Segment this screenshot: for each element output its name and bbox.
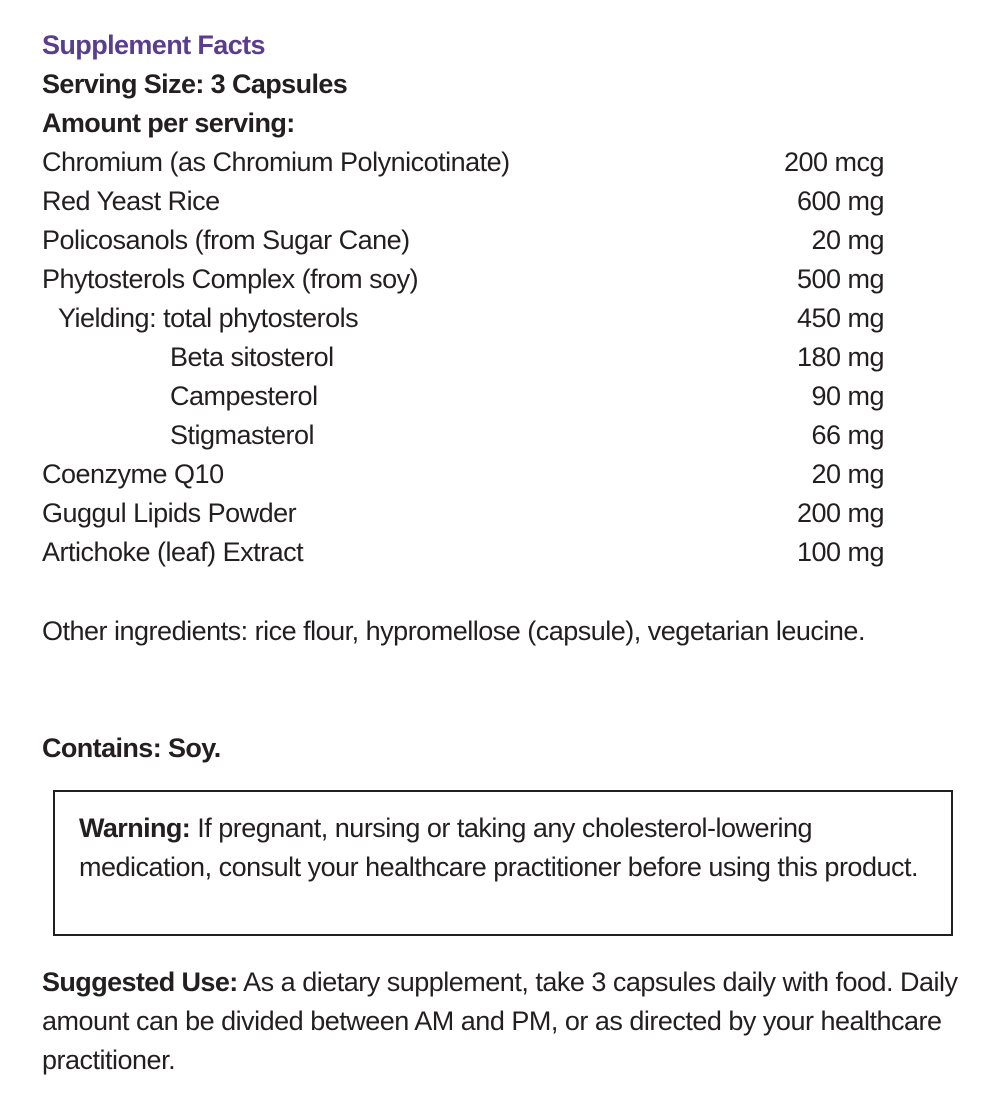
other-ingredients: Other ingredients: rice flour, hypromellose (capsule), vegetarian leucine.: [42, 616, 865, 646]
ingredient-row: [42, 338, 962, 377]
ingredient-name: Red Yeast Rice: [42, 186, 220, 216]
ingredient-amount: 500 mg: [796, 264, 884, 294]
ingredient-name: Policosanols (from Sugar Cane): [42, 225, 410, 255]
warning-box: [53, 790, 953, 936]
ingredient-row: [42, 416, 962, 455]
ingredient-amount: 20 mg: [811, 459, 884, 489]
ingredient-name: Coenzyme Q10: [42, 459, 224, 489]
ingredient-name: Artichoke (leaf) Extract: [42, 537, 304, 567]
ingredient-name: Stigmasterol: [170, 420, 315, 450]
ingredient-row: [42, 533, 962, 572]
ingredient-name: Beta sitosterol: [170, 342, 334, 372]
serving-size: Serving Size: 3 Capsules: [42, 69, 348, 99]
supplement-facts-panel: [42, 26, 962, 572]
ingredient-row: [42, 299, 962, 338]
ingredient-name: Yielding: total phytosterols: [58, 303, 359, 333]
ingredient-row: [42, 221, 962, 260]
ingredient-row: [42, 455, 962, 494]
ingredient-row: [42, 260, 962, 299]
ingredient-amount: 200 mg: [796, 498, 884, 528]
ingredient-amount: 66 mg: [811, 420, 884, 450]
ingredient-amount: 450 mg: [796, 303, 884, 333]
ingredient-row: [42, 182, 962, 221]
warning-label: Warning:: [79, 813, 191, 843]
warning-text: [79, 809, 939, 887]
ingredient-amount: 180 mg: [796, 342, 884, 372]
ingredient-row: [42, 143, 962, 182]
suggested-use-label: Suggested Use:: [42, 967, 238, 997]
ingredient-name: Chromium (as Chromium Polynicotinate): [42, 147, 510, 177]
ingredient-amount: 100 mg: [796, 537, 884, 567]
suggested-use: [42, 963, 962, 1080]
amount-per-serving-heading: Amount per serving:: [42, 108, 295, 138]
ingredient-amount: 90 mg: [811, 381, 884, 411]
ingredient-name: Guggul Lipids Powder: [42, 498, 297, 528]
allergen-statement: Contains: Soy.: [42, 733, 221, 763]
suggested-use-body: As a dietary supplement, take 3 capsules daily with food. Daily amount can be divided between AM and PM, or as directed by your healthcare practitioner.: [42, 967, 958, 1075]
ingredient-amount: 600 mg: [796, 186, 884, 216]
ingredient-row: [42, 377, 962, 416]
supplement-facts-title: Supplement Facts: [42, 30, 265, 60]
ingredient-amount: 200 mcg: [783, 147, 884, 177]
ingredient-row: [42, 494, 962, 533]
ingredient-name: Phytosterols Complex (from soy): [42, 264, 419, 294]
warning-body: If pregnant, nursing or taking any cholesterol-lowering medication, consult your healthcare practitioner before using this product.: [79, 813, 918, 882]
ingredient-amount: 20 mg: [811, 225, 884, 255]
ingredient-name: Campesterol: [170, 381, 318, 411]
